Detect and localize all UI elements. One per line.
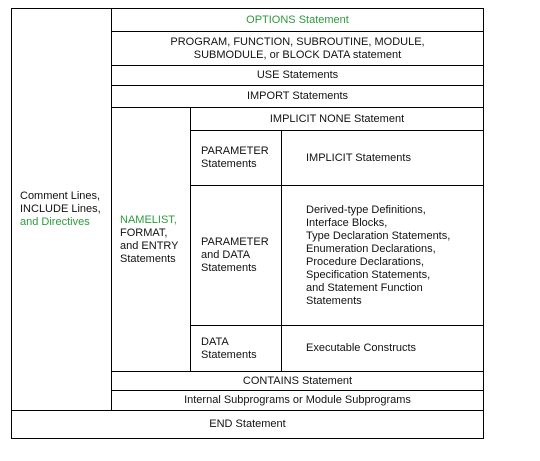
namelist-line2: FORMAT, [120, 226, 168, 239]
namelist-line1: NAMELIST, [120, 213, 177, 226]
parameter-statements-cell [190, 130, 282, 186]
options-statement-cell: OPTIONS Statement [111, 8, 484, 32]
program-unit-text [170, 36, 424, 62]
declarations-line5: Procedure Declarations, [306, 255, 425, 268]
namelist-line3: and ENTRY [120, 239, 179, 252]
data-statements-text [201, 336, 257, 362]
use-statements-cell: USE Statements [111, 65, 484, 86]
import-statements-cell: IMPORT Statements [111, 85, 484, 108]
parameter-statements-text [201, 145, 269, 171]
data-statements-cell [190, 325, 282, 372]
parameter-data-line3: Statements [201, 262, 257, 274]
parameter-data-text [201, 236, 269, 275]
program-unit-line2: SUBMODULE, or BLOCK DATA statement [193, 48, 402, 61]
comment-lines-line3: and Directives [20, 216, 90, 228]
declarations-line8: Statements [306, 294, 362, 307]
declarations-text [306, 204, 450, 308]
contains-statement-cell: CONTAINS Statement [111, 371, 484, 391]
parameter-data-line1: PARAMETER [201, 236, 269, 248]
comment-lines-text [20, 190, 101, 229]
parameter-statements-line2: Statements [201, 158, 257, 170]
data-statements-line2: Statements [201, 348, 257, 361]
comment-lines-cell [11, 8, 112, 411]
program-unit-line1: PROGRAM, FUNCTION, SUBROUTINE, MODULE, [170, 35, 425, 48]
declarations-line4: Enumeration Declarations, [306, 242, 436, 255]
parameter-statements-line1: PARAMETER [201, 145, 269, 157]
declarations-line1: Derived-type Definitions, [306, 203, 426, 216]
namelist-text [120, 214, 179, 266]
internal-subprograms-cell: Internal Subprograms or Module Subprograms [111, 390, 484, 411]
namelist-cell [111, 107, 191, 372]
declarations-cell [281, 185, 484, 326]
declarations-line6: Specification Statements, [306, 268, 431, 281]
declarations-line3: Type Declaration Statements, [306, 229, 451, 242]
end-statement-cell: END Statement [11, 410, 484, 439]
parameter-data-cell [190, 185, 282, 326]
declarations-line2: Interface Blocks, [306, 216, 388, 229]
data-statements-line1: DATA [201, 335, 229, 348]
comment-lines-line1: Comment Lines, [20, 190, 101, 202]
executable-constructs-cell: Executable Constructs [281, 325, 484, 372]
implicit-statements-cell: IMPLICIT Statements [281, 130, 484, 186]
declarations-line7: and Statement Function [306, 281, 423, 294]
comment-lines-line2: INCLUDE Lines, [20, 203, 101, 215]
program-unit-cell [111, 31, 484, 66]
namelist-line4: Statements [120, 252, 176, 265]
parameter-data-line2: and DATA [201, 249, 251, 261]
implicit-none-cell: IMPLICIT NONE Statement [190, 107, 484, 131]
